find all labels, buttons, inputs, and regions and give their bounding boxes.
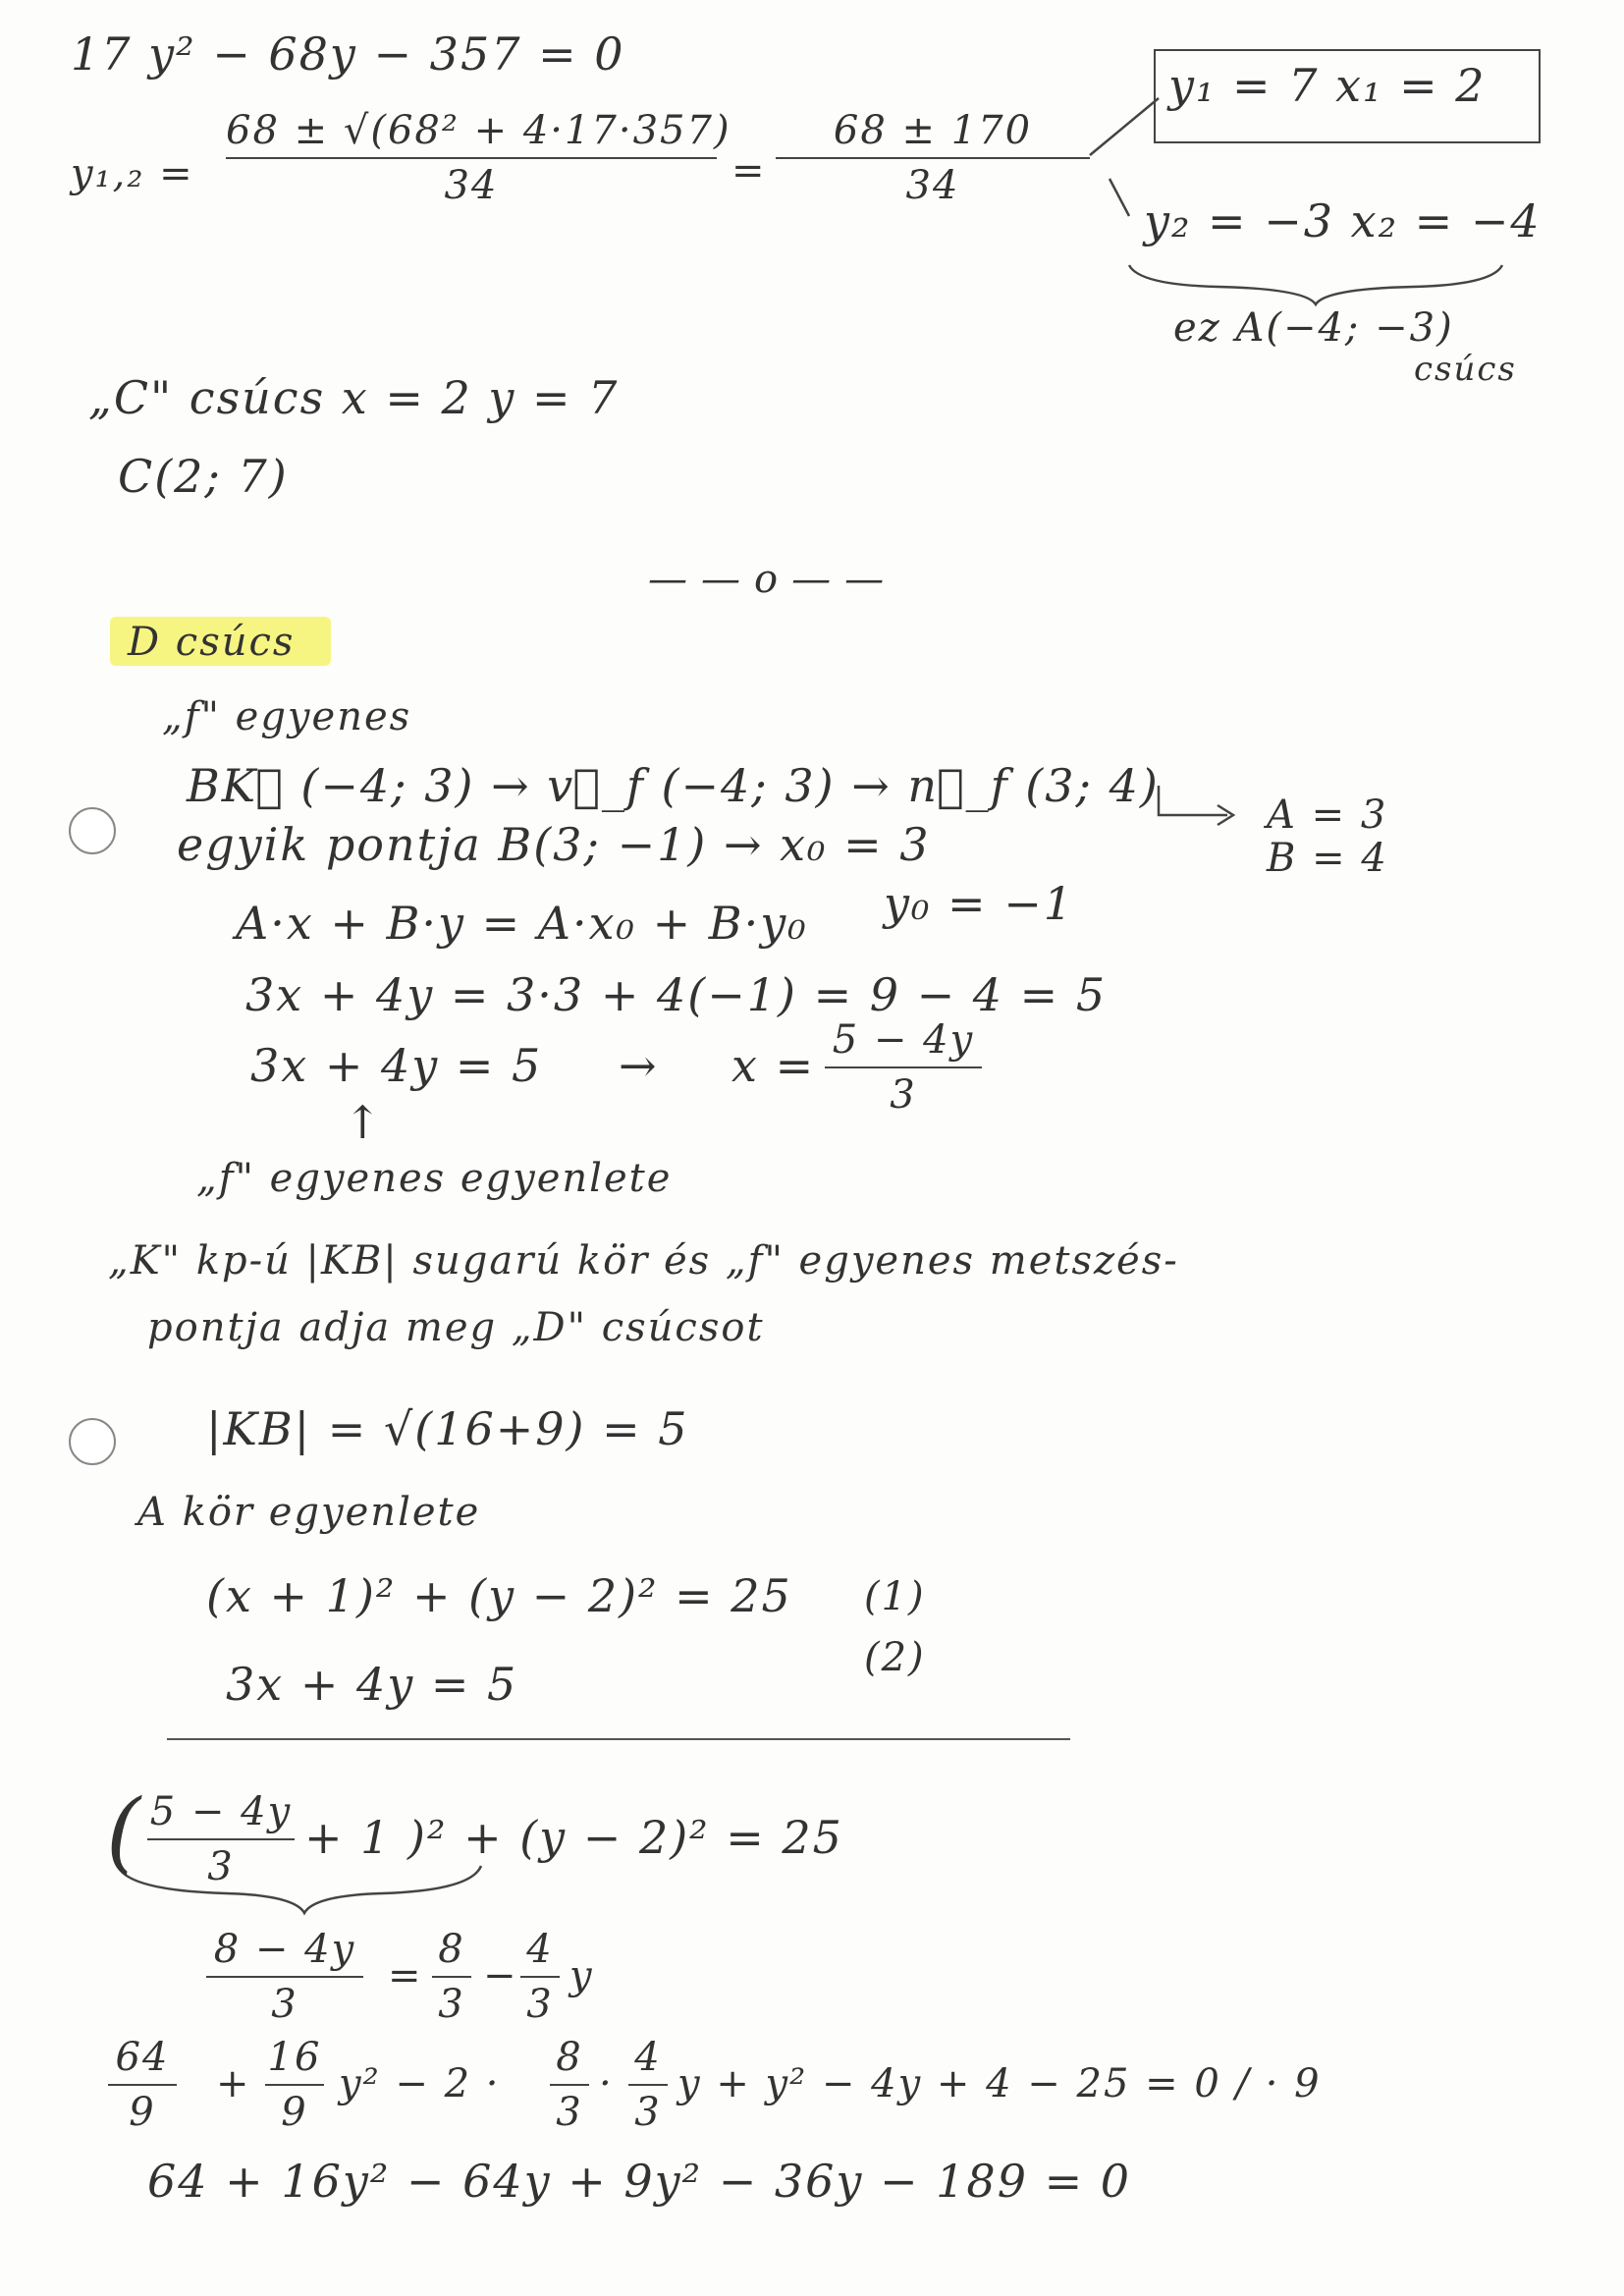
fraction-numerator: 8 − 4y (213, 1927, 356, 1972)
general-line-equation: A·x + B·y = A·x₀ + B·y₀ (236, 897, 808, 950)
fraction-numerator: 8 (556, 2035, 583, 2080)
x-expression-label: x = (731, 1039, 816, 1092)
section-separator: ——o—— (648, 557, 898, 602)
final-expanded-line: 64 + 16y² − 64y + 9y² − 36y − 189 = 0 (147, 2155, 1132, 2208)
expanded-dot: · (599, 2061, 614, 2106)
fraction-numerator: 8 (438, 1927, 465, 1972)
eight-thirds-fraction (432, 1927, 471, 2027)
fraction-denominator: 3 (207, 1844, 235, 1889)
sixteen-ninths-fraction (265, 2035, 324, 2135)
system-equation-2-tag: (2) (864, 1635, 926, 1680)
simplified-term-fraction (206, 1927, 363, 2027)
fraction-bar (226, 157, 717, 159)
kb-length: |KB| = √(16+9) = 5 (206, 1402, 689, 1455)
quadratic-formula-fraction (226, 108, 731, 208)
system-equation-2: 3x + 4y = 5 (226, 1658, 518, 1711)
expanded-middle: y² − 2 · (339, 2061, 501, 2106)
d-vertex-heading: D csúcs (128, 620, 296, 665)
fraction-bar (628, 2084, 668, 2086)
fraction-denominator: 34 (444, 163, 499, 208)
fraction-bar (432, 1976, 471, 1978)
fraction-numerator: 5 − 4y (149, 1789, 293, 1834)
fraction-denominator: 3 (634, 2090, 662, 2135)
four-thirds-factor (628, 2035, 668, 2135)
k-circle-text-2: pontja adja meg „D" csúcsot (147, 1305, 765, 1350)
point-line: egyik pontja B(3; −1) → x₀ = 3 (177, 818, 931, 871)
sixtyfour-ninths-fraction (108, 2035, 177, 2135)
a-value: A = 3 (1267, 793, 1388, 838)
fraction-denominator: 3 (890, 1072, 917, 1118)
substitution-rest: + 1 )² + (y − 2)² = 25 (304, 1811, 843, 1864)
simplified-fraction (776, 108, 1090, 208)
fraction-bar (265, 2084, 324, 2086)
substitution-fraction (147, 1789, 295, 1889)
fraction-numerator: 5 − 4y (832, 1017, 975, 1063)
fraction-numerator: 68 ± 170 (833, 108, 1033, 153)
system-equation-1: (x + 1)² + (y − 2)² = 25 (206, 1569, 792, 1622)
solution-1: y₁ = 7 x₁ = 2 (1168, 59, 1487, 112)
open-paren: ( (106, 1780, 143, 1884)
expanded-plus: + (216, 2061, 251, 2106)
quadratic-equation: 17 y² − 68y − 357 = 0 (71, 27, 625, 81)
vector-line: BK⃗ (−4; 3) → v⃗_f (−4; 3) → n⃗_f (3; 4) (187, 759, 1160, 812)
solution-2-note: ez A(−4; −3) (1173, 305, 1454, 351)
x-expression-fraction (825, 1017, 982, 1118)
fraction-bar (776, 157, 1090, 159)
y12-label: y₁,₂ = (71, 151, 194, 196)
expanded-tail: y + y² − 4y + 4 − 25 = 0 / · 9 (677, 2061, 1322, 2106)
fraction-numerator: 16 (267, 2035, 322, 2080)
four-thirds-fraction (520, 1927, 560, 2027)
fraction-numerator: 68 ± √(68² + 4·17·357) (226, 108, 731, 153)
fraction-bar (520, 1976, 560, 1978)
y0-value: y₀ = −1 (884, 877, 1075, 930)
c-vertex-point: C(2; 7) (118, 450, 289, 503)
solution-2: y₂ = −3 x₂ = −4 (1144, 194, 1542, 247)
fraction-numerator: 4 (634, 2035, 662, 2080)
fraction-denominator: 3 (438, 1982, 465, 2027)
system-divider-line (167, 1738, 1070, 1740)
up-arrow: ↑ (344, 1096, 384, 1149)
fraction-denominator: 9 (281, 2090, 308, 2135)
b-value: B = 4 (1267, 836, 1388, 881)
c-vertex-line: „C" csúcs x = 2 y = 7 (88, 371, 620, 424)
fraction-numerator: 4 (526, 1927, 554, 1972)
f-equation-label: „f" egyenes egyenlete (196, 1156, 673, 1201)
fraction-bar (108, 2084, 177, 2086)
f-line-title: „f" egyenes (162, 694, 412, 739)
fraction-denominator: 3 (271, 1982, 298, 2027)
solution-2-note-vertex: csúcs (1414, 350, 1517, 389)
equals-sign: = (731, 148, 767, 193)
circle-equation-title: A kör egyenlete (137, 1490, 481, 1535)
fraction-bar (550, 2084, 589, 2086)
fraction-denominator: 3 (556, 2090, 583, 2135)
fraction-numerator: 64 (115, 2035, 170, 2080)
fraction-denominator: 9 (129, 2090, 156, 2135)
implies-arrow: → (619, 1039, 659, 1092)
fraction-denominator: 3 (526, 1982, 554, 2027)
simplified-y: y (569, 1953, 594, 1998)
fraction-bar (206, 1976, 363, 1978)
fraction-bar (147, 1838, 295, 1840)
substituted-equation: 3x + 4y = 3·3 + 4(−1) = 9 − 4 = 5 (245, 968, 1108, 1021)
fraction-denominator: 34 (905, 163, 960, 208)
eight-thirds-factor (550, 2035, 589, 2135)
k-circle-text-1: „K" kp-ú |KB| sugarú kör és „f" egyenes metszés- (108, 1238, 1179, 1284)
simplified-minus: − (483, 1953, 518, 1998)
final-line-equation: 3x + 4y = 5 (250, 1039, 543, 1092)
simplified-equals: = (388, 1953, 423, 1998)
fraction-bar (825, 1066, 982, 1068)
system-equation-1-tag: (1) (864, 1574, 926, 1619)
